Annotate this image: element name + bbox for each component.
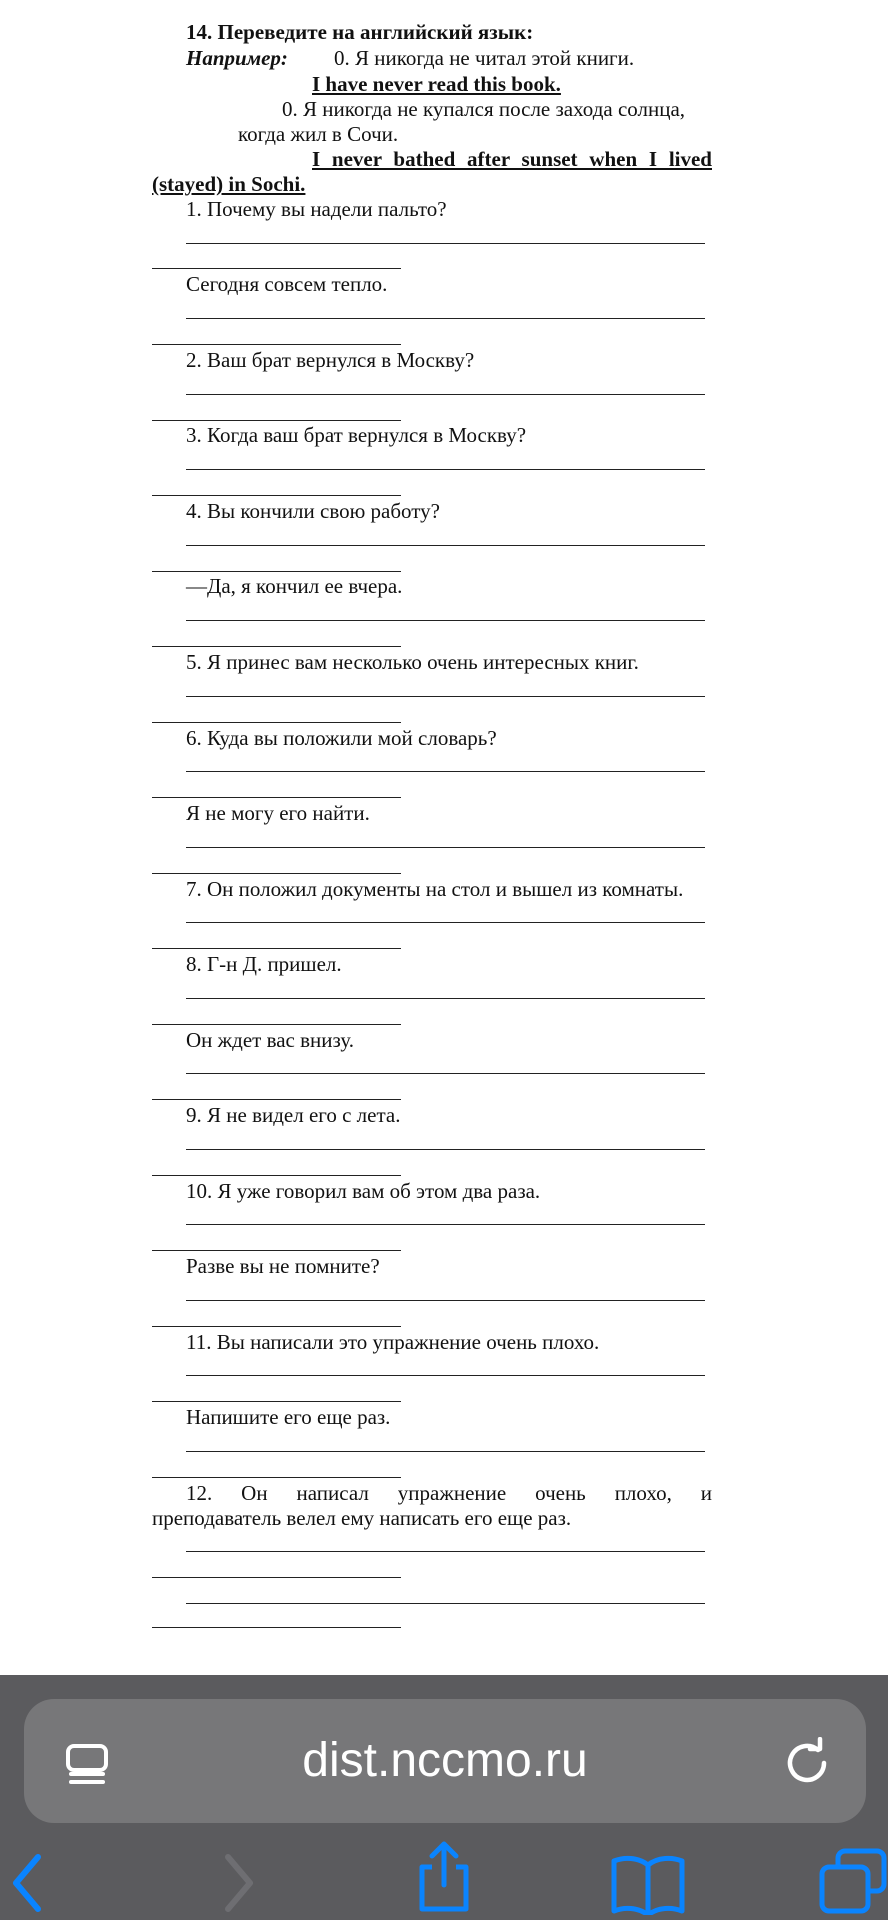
example1-russian: 0. Я никогда не читал этой книги. [334, 46, 635, 70]
answer-line [152, 646, 401, 647]
question-item: 11. Вы написали это упражнение очень плохо. [186, 1330, 600, 1354]
answer-line [186, 998, 705, 999]
tabs-icon[interactable] [818, 1847, 888, 1915]
example2-english-line2: (stayed) in Sochi. [152, 172, 306, 196]
question-item: Сегодня совсем тепло. [186, 272, 388, 296]
reload-icon[interactable] [782, 1737, 832, 1787]
question-item: 8. Г-н Д. пришел. [186, 952, 342, 976]
answer-line [152, 420, 401, 421]
answer-line [152, 1024, 401, 1025]
answer-line [152, 1401, 401, 1402]
question-item: 5. Я принес вам несколько очень интересных книг. [186, 650, 639, 674]
answer-line [186, 394, 705, 395]
question-item: 6. Куда вы положили мой словарь? [186, 726, 497, 750]
question-item-12-line2: преподаватель велел ему написать его еще раз. [152, 1506, 572, 1530]
share-icon[interactable] [414, 1839, 474, 1915]
answer-line [152, 1627, 401, 1628]
answer-line [186, 847, 705, 848]
answer-line [152, 495, 401, 496]
question-item: 10. Я уже говорил вам об этом два раза. [186, 1179, 541, 1203]
question-item: Я не могу его найти. [186, 801, 370, 825]
answer-line [186, 922, 705, 923]
answer-line [152, 1577, 401, 1578]
url-text[interactable]: dist.nccmo.ru [302, 1734, 588, 1787]
answer-line [186, 545, 705, 546]
question-item: 7. Он положил документы на стол и вышел из комнаты. [186, 877, 684, 901]
question-item: 3. Когда ваш брат вернулся в Москву? [186, 423, 527, 447]
question-item: 4. Вы кончили свою работу? [186, 499, 440, 523]
question-item: 9. Я не видел его с лета. [186, 1103, 401, 1127]
example1-english: I have never read this book. [312, 72, 561, 96]
answer-line [152, 268, 401, 269]
answer-line [186, 243, 705, 244]
answer-line [152, 344, 401, 345]
answer-line [186, 318, 705, 319]
answer-line [152, 948, 401, 949]
example2-english-line1: I never bathed after sunset when I lived [312, 147, 712, 171]
answer-line [186, 1224, 705, 1225]
exercise-title: 14. Переведите на английский язык: [186, 20, 534, 44]
browser-toolbar [0, 1675, 888, 1920]
answer-line [186, 469, 705, 470]
answer-line [152, 1175, 401, 1176]
answer-line [152, 873, 401, 874]
bookmarks-icon[interactable] [610, 1853, 686, 1915]
answer-line [152, 797, 401, 798]
answer-line [186, 1149, 705, 1150]
example-label: Например: [186, 46, 288, 70]
answer-line [186, 620, 705, 621]
back-icon[interactable] [8, 1851, 48, 1915]
answer-line [186, 771, 705, 772]
answer-line [152, 1250, 401, 1251]
answer-line [152, 1099, 401, 1100]
question-item: 1. Почему вы надели пальто? [186, 197, 447, 221]
forward-icon [218, 1851, 258, 1915]
answer-line [152, 1326, 401, 1327]
answer-line [152, 1477, 401, 1478]
answer-line [152, 571, 401, 572]
answer-line [186, 1375, 705, 1376]
answer-line [186, 696, 705, 697]
question-item: —Да, я кончил ее вчера. [186, 574, 403, 598]
question-item: Напишите его еще раз. [186, 1405, 391, 1429]
question-item-12-line1: 12. Он написал упражнение очень плохо, и [186, 1481, 712, 1505]
question-item: 2. Ваш брат вернулся в Москву? [186, 348, 475, 372]
answer-line [186, 1551, 705, 1552]
answer-line [186, 1603, 705, 1604]
question-item: Разве вы не помните? [186, 1254, 380, 1278]
example2-russian-line2: когда жил в Сочи. [238, 122, 399, 146]
answer-line [186, 1073, 705, 1074]
answer-line [152, 722, 401, 723]
address-bar[interactable] [24, 1699, 866, 1823]
answer-line [186, 1300, 705, 1301]
question-item: Он ждет вас внизу. [186, 1028, 355, 1052]
answer-line [186, 1451, 705, 1452]
example2-russian-line1: 0. Я никогда не купался после захода солнца, [282, 97, 686, 121]
